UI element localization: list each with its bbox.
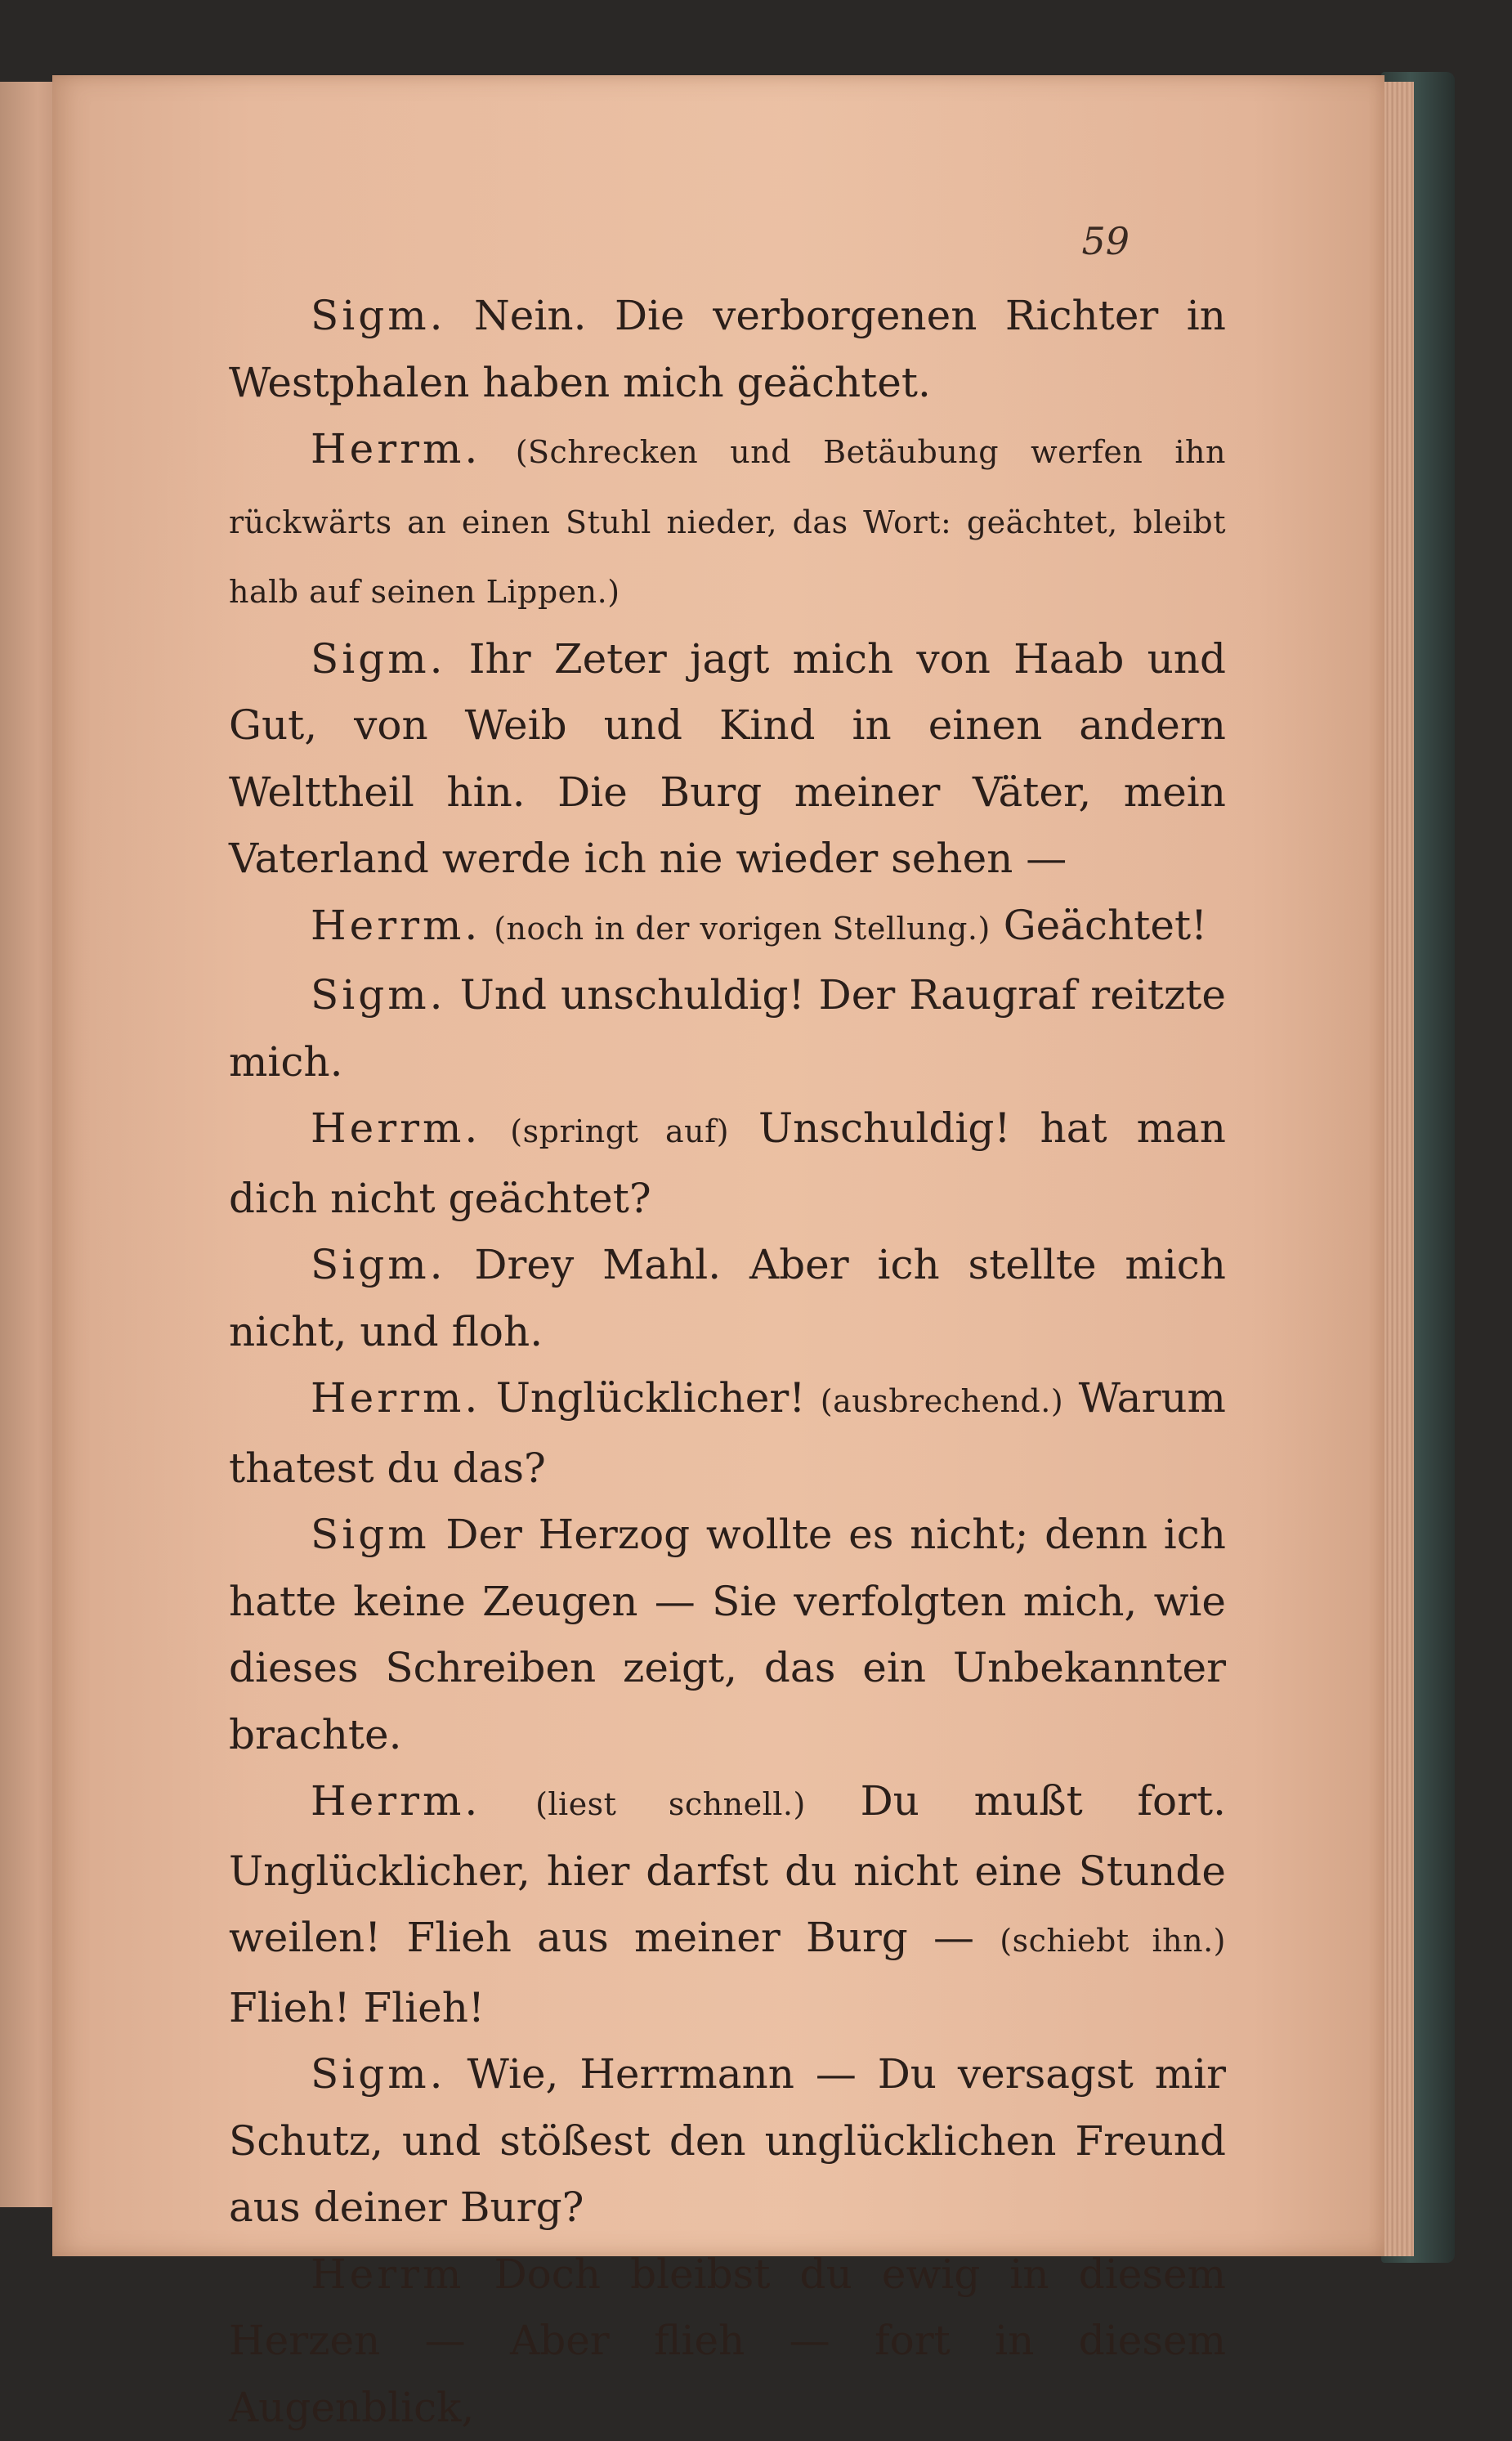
page-number: 59 [1081,219,1130,263]
page-text [229,283,1226,2441]
dialogue-text: Du mußt fort. Unglücklicher, hier darfst du nicht eine Stunde weilen! Flieh aus meiner Burg — [229,1777,1226,1961]
dialogue-text: Wie, Herrmann — Du versagst mir Schutz, und stößest den unglücklichen Freund aus deiner Burg? [229,2050,1226,2231]
paragraph [229,1768,1226,2041]
dialogue-text: Unglücklicher! [496,1374,806,1422]
stage-direction: (ausbrechend.) [821,1383,1063,1419]
speaker-name: Sigm. [311,635,446,683]
speaker-name: Sigm. [311,292,446,339]
stage-direction: (liest schnell.) [535,1786,806,1822]
speaker-name: Sigm [311,1511,430,1558]
paragraph [229,416,1226,626]
dialogue-text: Drey Mahl. Aber ich stellte mich nicht, und floh. [229,1241,1226,1355]
speaker-name: Herrm. [311,902,481,949]
dialogue-text: Doch bleibst du ewig in diesem Herzen — Aber flieh — fort in diesem Augenblick, [229,2251,1226,2431]
dialogue-text: Geächtet! [1004,902,1207,949]
stage-direction: (noch in der vorigen Stellung.) [494,911,991,947]
speaker-name: Herrm. [311,425,481,473]
speaker-name: Herrm. [311,1374,481,1422]
paragraph [229,1095,1226,1232]
speaker-name: Herrm. [311,1104,481,1152]
speaker-name: Herrm [311,2251,464,2298]
dialogue-text: Flieh! Flieh! [229,1984,485,2031]
paragraph [229,2242,1226,2441]
speaker-name: Herrm. [311,1777,481,1825]
speaker-name: Sigm. [311,2050,446,2098]
speaker-name: Sigm. [311,971,446,1019]
stage-direction: (springt auf) [510,1113,729,1149]
stage-direction: (Schrecken und Betäubung werfen ihn rückwärts an einen Stuhl nieder, das Wort: geächtet, bleibt halb auf seinen Lippen.) [229,434,1226,610]
dialogue-text: Ihr Zeter jagt mich von Haab und Gut, von Weib und Kind in einen andern Welttheil hin. Die Burg meiner Väter, mein Vaterland werde ich nie wieder sehen — [229,635,1226,883]
paragraph [229,2041,1226,2242]
paragraph [229,962,1226,1095]
dialogue-text: Unschuldig! hat man dich nicht geächtet? [229,1104,1226,1222]
facing-page-edge [0,82,54,2207]
paragraph [229,893,1226,963]
speaker-name: Sigm. [311,1241,446,1288]
dialogue-text: Und unschuldig! Der Raugraf reitzte mich. [229,971,1226,1086]
dialogue-text: Warum thatest du das? [229,1374,1226,1492]
paragraph [229,626,1226,893]
paragraph [229,1365,1226,1502]
dialogue-text: Der Herzog wollte es nicht; denn ich hatte keine Zeugen — Sie verfolgten mich, wie dieses Schreiben zeigt, das ein Unbekannter brachte. [229,1511,1226,1758]
book-page [52,75,1385,2256]
paragraph [229,1232,1226,1365]
paragraph [229,283,1226,416]
dialogue-text: Nein. Die verborgenen Richter in Westphalen haben mich geächtet. [229,292,1226,406]
stage-direction: (schiebt ihn.) [1000,1923,1226,1959]
paragraph [229,1502,1226,1768]
